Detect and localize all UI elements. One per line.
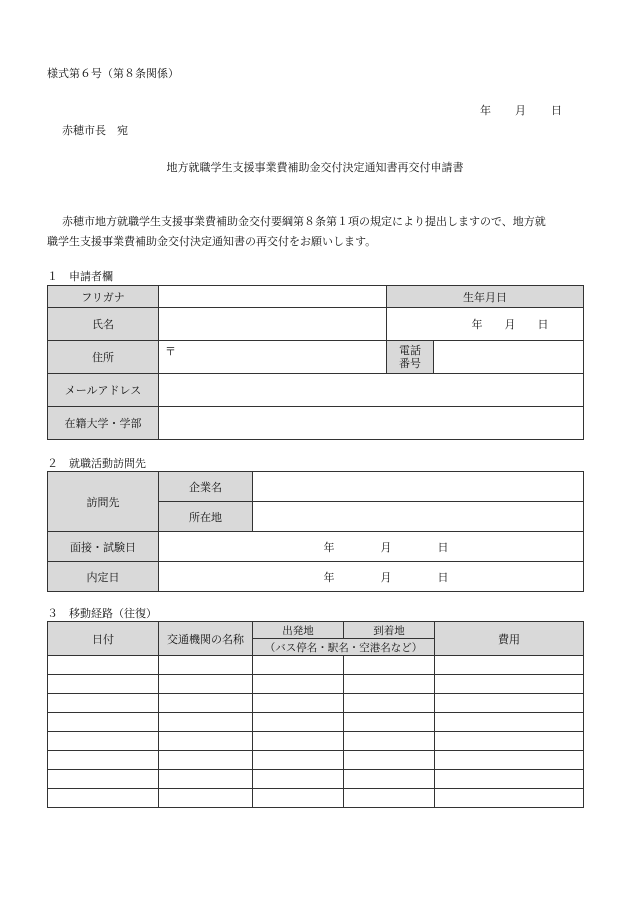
offer-day-label: 日 <box>437 570 449 584</box>
offer-year-label: 年 <box>323 570 335 584</box>
route-cell[interactable] <box>48 675 159 694</box>
section-1-heading: １ 申請者欄 <box>47 270 113 283</box>
address-label: 住所 <box>48 341 159 374</box>
route-cell[interactable] <box>253 656 344 675</box>
route-cell[interactable] <box>344 694 435 713</box>
route-cell[interactable] <box>253 694 344 713</box>
route-table <box>47 621 584 808</box>
route-cell[interactable] <box>48 751 159 770</box>
applicant-table <box>47 285 584 440</box>
route-cell[interactable] <box>435 770 584 789</box>
location-note: （バス停名・駅名・空港名など） <box>253 639 435 656</box>
phone-label-line-1: 電話 <box>399 344 421 357</box>
route-cell[interactable] <box>48 713 159 732</box>
addressee: 赤穂市長 宛 <box>62 124 128 137</box>
birth-month-label: 月 <box>504 318 516 331</box>
route-cell[interactable] <box>48 732 159 751</box>
location-field[interactable] <box>253 502 584 532</box>
route-cell[interactable] <box>253 789 344 808</box>
visit-table <box>47 471 584 592</box>
birthdate-field[interactable] <box>387 308 584 341</box>
route-cell[interactable] <box>435 751 584 770</box>
name-label: 氏名 <box>48 308 159 341</box>
route-cell[interactable] <box>253 770 344 789</box>
birth-year-label: 年 <box>471 318 483 331</box>
route-cell[interactable] <box>48 770 159 789</box>
email-field[interactable] <box>159 374 584 407</box>
route-cell[interactable] <box>344 732 435 751</box>
name-field[interactable] <box>159 308 387 341</box>
route-cell[interactable] <box>435 789 584 808</box>
interview-label: 面接・試験日 <box>48 532 159 562</box>
cost-col-header: 費用 <box>435 622 584 656</box>
route-cell[interactable] <box>435 713 584 732</box>
route-cell[interactable] <box>344 751 435 770</box>
form-number: 様式第６号（第８条関係） <box>47 67 179 80</box>
interview-year-label: 年 <box>323 540 335 554</box>
document-title: 地方就職学生支援事業費補助金交付決定通知書再交付申請書 <box>166 161 464 174</box>
route-cell[interactable] <box>344 789 435 808</box>
route-cell[interactable] <box>344 656 435 675</box>
date-day-label: 日 <box>551 104 562 117</box>
phone-field[interactable] <box>434 341 584 374</box>
email-label: メールアドレス <box>48 374 159 407</box>
route-cell[interactable] <box>159 770 253 789</box>
offer-label: 内定日 <box>48 562 159 592</box>
interview-month-label: 月 <box>380 540 392 554</box>
furigana-label: フリガナ <box>48 286 159 308</box>
route-cell[interactable] <box>435 732 584 751</box>
route-cell[interactable] <box>435 694 584 713</box>
arrival-col-header: 到着地 <box>344 622 435 639</box>
route-cell[interactable] <box>435 656 584 675</box>
company-label: 企業名 <box>159 472 253 502</box>
university-label: 在籍大学・学部 <box>48 407 159 440</box>
body-text-line-2: 職学生支援事業費補助金交付決定通知書の再交付をお願いします。 <box>47 235 377 248</box>
company-field[interactable] <box>253 472 584 502</box>
furigana-field[interactable] <box>159 286 387 308</box>
route-cell[interactable] <box>159 694 253 713</box>
phone-label-line-2: 番号 <box>399 357 421 370</box>
route-cell[interactable] <box>159 751 253 770</box>
date-year-label: 年 <box>480 104 491 117</box>
section-3-heading: ３ 移動経路（往復） <box>47 607 157 620</box>
route-cell[interactable] <box>159 789 253 808</box>
route-cell[interactable] <box>344 770 435 789</box>
location-label: 所在地 <box>159 502 253 532</box>
phone-label <box>387 341 434 374</box>
body-text-line-1: 赤穂市地方就職学生支援事業費補助金交付要綱第８条第１項の規定により提出しますので、地方就 <box>62 215 546 228</box>
route-cell[interactable] <box>159 675 253 694</box>
route-cell[interactable] <box>48 694 159 713</box>
departure-col-header: 出発地 <box>253 622 344 639</box>
route-cell[interactable] <box>253 751 344 770</box>
visit-dest-label: 訪問先 <box>48 472 159 532</box>
date-col-header: 日付 <box>48 622 159 656</box>
transport-col-header: 交通機関の名称 <box>159 622 253 656</box>
route-cell[interactable] <box>48 789 159 808</box>
route-cell[interactable] <box>435 675 584 694</box>
route-cell[interactable] <box>344 713 435 732</box>
route-cell[interactable] <box>344 675 435 694</box>
interview-date-field[interactable] <box>159 532 584 562</box>
address-field[interactable] <box>159 341 387 374</box>
university-field[interactable] <box>159 407 584 440</box>
section-2-heading: ２ 就職活動訪問先 <box>47 457 146 470</box>
route-cell[interactable] <box>253 713 344 732</box>
route-cell[interactable] <box>159 656 253 675</box>
route-cell[interactable] <box>159 713 253 732</box>
offer-date-field[interactable] <box>159 562 584 592</box>
route-cell[interactable] <box>159 732 253 751</box>
interview-day-label: 日 <box>437 540 449 554</box>
route-cell[interactable] <box>253 675 344 694</box>
route-cell[interactable] <box>48 656 159 675</box>
date-month-label: 月 <box>515 104 526 117</box>
birth-day-label: 日 <box>537 318 549 331</box>
route-cell[interactable] <box>253 732 344 751</box>
offer-month-label: 月 <box>380 570 392 584</box>
postal-mark: 〒 <box>165 345 176 358</box>
birthdate-label: 生年月日 <box>387 286 584 308</box>
